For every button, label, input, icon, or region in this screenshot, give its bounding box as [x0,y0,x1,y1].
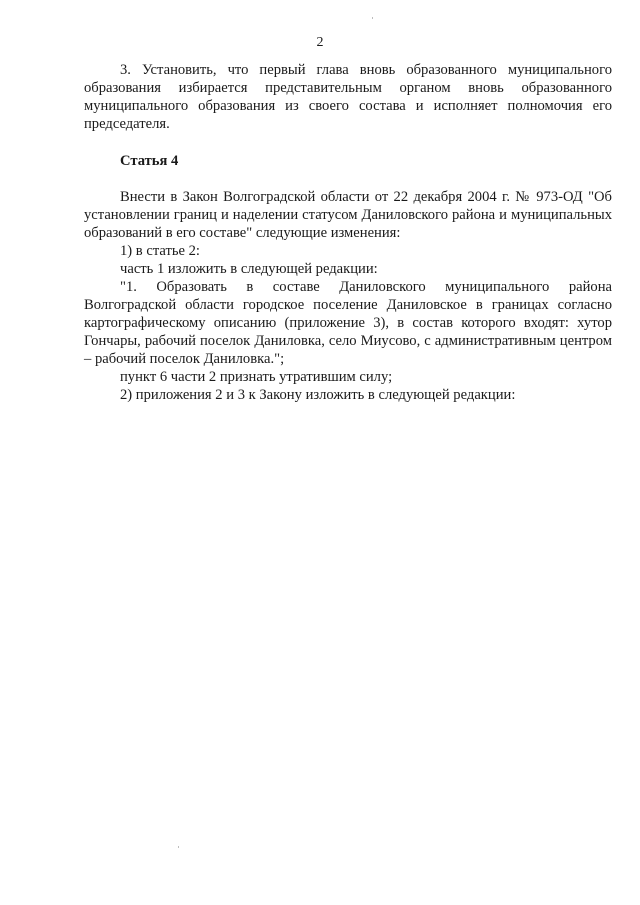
paragraph-appendices: 2) приложения 2 и 3 к Закону изложить в следующей редакции: [120,387,516,403]
page-number: 2 [316,35,324,50]
paragraph-item-3: 3. Установить, что первый глава вновь образованного муниципального образования избирается представительным органом вновь образованного муниципального образования из своего состава и исполняет полномочия его председателя. [84,62,612,132]
article-title: Статья 4 [120,153,179,169]
paragraph-part-1-ref: часть 1 изложить в следующей редакции: [120,261,378,277]
document-body [84,61,612,404]
paragraph-article-2-ref: 1) в статье 2: [120,243,200,259]
scan-speck [372,17,373,19]
paragraph-point-6: пункт 6 части 2 признать утратившим силу; [120,369,393,385]
scan-speck [178,846,179,848]
paragraph-part-1-text: "1. Образовать в составе Даниловского муниципального района Волгоградской области городское поселение Даниловское в границах согласно картографическому описанию (приложение 3), в состав которого входят: хутор Гончары, рабочий поселок Даниловка, село Миусово, с административным центром – рабочий поселок Даниловка."; [84,279,612,367]
paragraph-amendment-intro: Внести в Закон Волгоградской области от 22 декабря 2004 г. № 973-ОД "Об установлении границ и наделении статусом Даниловского района и муниципальных образований в его составе" следующие изменения: [84,189,612,241]
